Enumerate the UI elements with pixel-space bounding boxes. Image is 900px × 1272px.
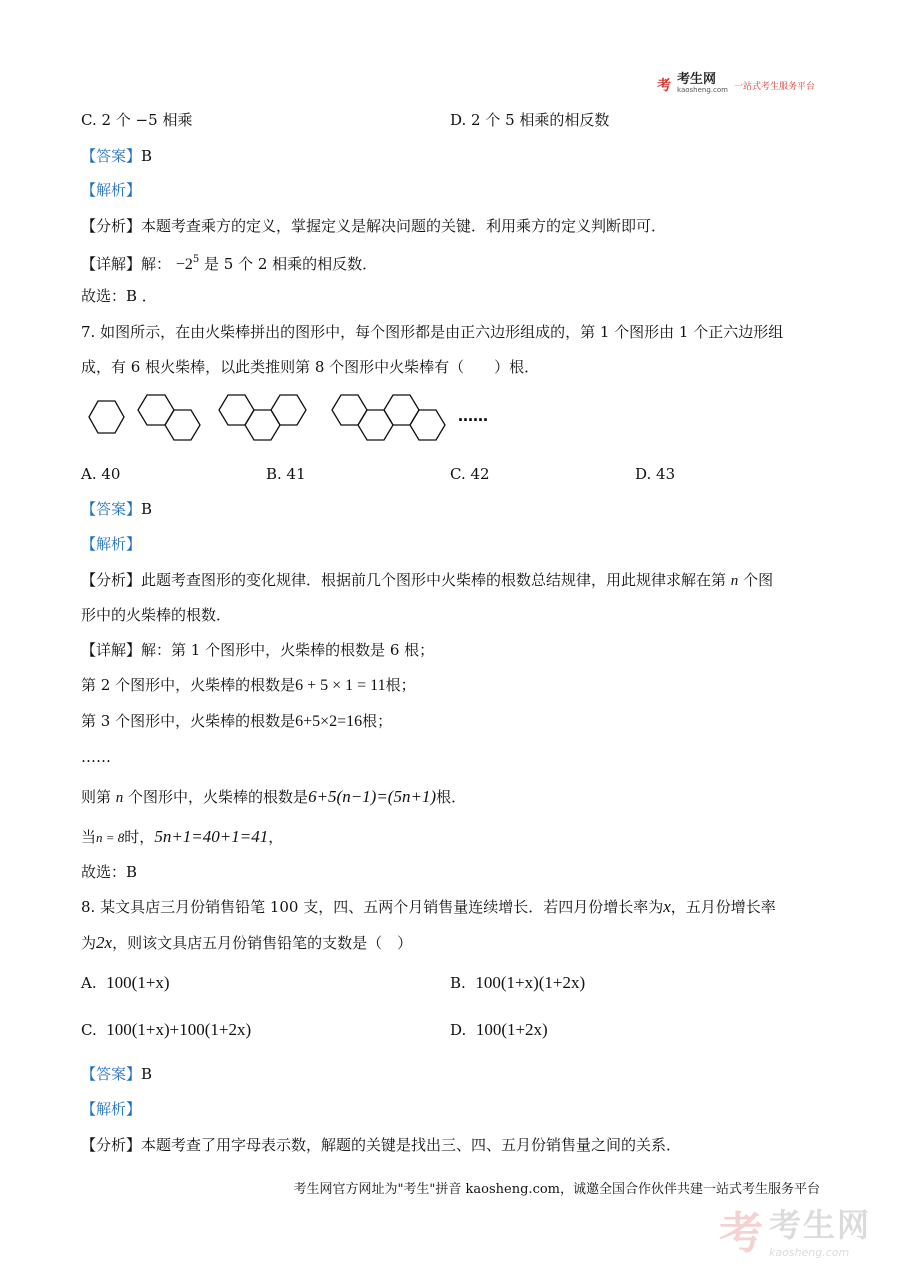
xiangjie-post: 是 5 个 2 相乘的相反数． <box>204 255 378 273</box>
xiangjie-exp: 5 <box>192 254 200 265</box>
line3-unit: 根； <box>362 712 393 730</box>
line5-text-b: 个图形中，火柴棒的根数是 <box>123 788 309 806</box>
xiangjie-pre: 解： <box>141 255 172 273</box>
line3-math: 6+5×2=16 <box>295 713 363 730</box>
option-label: D. <box>450 1021 467 1039</box>
q6-xiangjie <box>81 250 377 275</box>
q7-hexagon-figure <box>78 392 518 448</box>
q7-option-a: A. 40 <box>81 465 121 483</box>
q7-answer <box>81 499 152 519</box>
stem-text-a: 8. 某文具店三月份销售铅笔 100 支，四、五两个月销售量连续增长．若四月份增长率为 <box>81 898 664 916</box>
option-label: A. <box>81 974 97 992</box>
q7-choose: 故选：B <box>81 863 138 881</box>
q7-option-d: D. 43 <box>635 465 676 483</box>
watermark-text <box>769 1200 871 1259</box>
xiangjie-text: 解：第 1 个图形中，火柴棒的根数是 6 根； <box>141 641 435 659</box>
q8-analysis <box>81 1099 141 1119</box>
stem-text-b: ，五月份增长率 <box>670 898 776 916</box>
q8-fenxi <box>81 1135 681 1155</box>
line2-text: 第 2 个图形中，火柴棒的根数是 <box>81 676 296 694</box>
hexagon-fig4-c <box>384 395 419 425</box>
watermark <box>719 1197 871 1261</box>
var-x: x <box>663 897 671 916</box>
hexagon-fig1 <box>89 401 124 433</box>
q6-choose: 故选：B ． <box>81 287 157 305</box>
header-logo <box>657 74 815 96</box>
q7-xiangjie-line5 <box>81 787 466 808</box>
q7-option-c: C. 42 <box>450 465 490 483</box>
q8-stem-line2 <box>81 933 412 953</box>
q8-option-a <box>81 973 170 993</box>
fenxi-text: 本题考查了用字母表示数，解题的关键是找出三、四、五月份销售量之间的关系． <box>141 1136 682 1154</box>
answer-tag: 【答案】 <box>81 500 142 518</box>
watermark-logo-icon: 考 <box>719 1208 763 1259</box>
q7-xiangjie-line1 <box>81 640 434 660</box>
stem-math: 2x <box>96 933 113 952</box>
q7-ellipsis: …… <box>81 748 111 766</box>
watermark-name: 考生网 <box>769 1205 872 1244</box>
option-expr: 100(1+2x) <box>475 1020 548 1039</box>
stem-text-c: 为 <box>81 934 97 952</box>
stem-text-d: ，则该文具店五月份销售铅笔的支数是（ ） <box>112 934 413 952</box>
q6-fenxi <box>81 216 666 236</box>
q6-option-d: D. 2 个 5 相乘的相反数 <box>450 111 610 129</box>
xiangjie-base: −2 <box>175 256 193 273</box>
q7-option-b: B. 41 <box>266 465 306 483</box>
answer-tag: 【答案】 <box>81 1065 142 1083</box>
hexagon-fig3-b <box>245 410 280 440</box>
analysis-tag: 【解析】 <box>81 181 142 199</box>
watermark-url: kaosheng.com <box>769 1245 850 1259</box>
option-expr: 100(1+x) <box>106 973 170 992</box>
line5-text-a: 则第 <box>81 788 116 806</box>
q7-fenxi-line1 <box>81 570 773 591</box>
hexagon-fig3-a <box>219 395 254 425</box>
q7-stem-line2: 成，有 6 根火柴棒，以此类推则第 8 个图形中火柴棒有（ ）根． <box>81 358 540 376</box>
q7-stem-line1: 7. 如图所示，在由火柴棒拼出的图形中，每个图形都是由正六边形组成的，第 1 个图形由 1 个正六边形组 <box>81 323 784 341</box>
var-n: n <box>115 790 124 806</box>
hexagon-fig3-c <box>271 395 306 425</box>
fenxi-tag: 【分析】 <box>81 571 142 589</box>
xiangjie-tag: 【详解】 <box>81 255 142 273</box>
answer-value: B <box>141 147 153 165</box>
answer-value: B <box>141 500 153 518</box>
q6-analysis <box>81 180 141 200</box>
hexagon-fig4-b <box>358 410 393 440</box>
var-n: n <box>730 573 739 589</box>
q6-option-c: C. 2 个 −5 相乘 <box>81 111 193 129</box>
line6-text-c: ， <box>268 828 284 846</box>
answer-tag: 【答案】 <box>81 147 142 165</box>
page-footer: 考生网官方网址为"考生"拼音 kaosheng.com，诚邀全国合作伙伴共建一站式考生服务平台 <box>293 1182 820 1197</box>
hexagon-fig4-a <box>332 395 367 425</box>
option-expr: 100(1+x)(1+2x) <box>475 973 586 992</box>
q7-fenxi-line2: 形中的火柴棒的根数． <box>81 606 232 624</box>
q8-answer <box>81 1064 152 1084</box>
answer-value: B <box>141 1065 153 1083</box>
q7-figure-hexagons <box>89 395 445 440</box>
line2-unit: 根； <box>385 676 416 694</box>
hexagon-fig2-b <box>165 410 200 440</box>
line5-math: 6+5(n−1)=(5n+1) <box>308 787 437 806</box>
hexagon-fig2-a <box>138 395 174 425</box>
analysis-tag: 【解析】 <box>81 1100 142 1118</box>
q7-xiangjie-line3 <box>81 711 392 732</box>
analysis-tag: 【解析】 <box>81 535 142 553</box>
q8-option-d <box>450 1020 548 1040</box>
line3-text: 第 3 个图形中，火柴棒的根数是 <box>81 712 296 730</box>
q7-figure-dots: …… <box>458 407 488 425</box>
fenxi-text-a: 此题考查图形的变化规律．根据前几个图形中火柴棒的根数总结规律，用此规律求解在第 <box>141 571 731 589</box>
line6-cond: n = 8 <box>96 830 125 845</box>
line5-unit: 根． <box>436 788 467 806</box>
option-expr: 100(1+x)+100(1+2x) <box>106 1020 252 1039</box>
option-label: C. <box>81 1021 97 1039</box>
q7-xiangjie-line6 <box>81 827 283 848</box>
q8-option-b <box>450 973 585 993</box>
logo-url: kaosheng.com <box>677 86 728 94</box>
fenxi-tag: 【分析】 <box>81 1136 142 1154</box>
q8-stem-line1 <box>81 897 776 917</box>
fenxi-tag: 【分析】 <box>81 217 142 235</box>
logo-slogan: 一站式考生服务平台 <box>733 81 815 92</box>
line2-math: 6 + 5 × 1 = 11 <box>295 677 386 694</box>
fenxi-text-b: 个图 <box>738 571 774 589</box>
q8-option-c <box>81 1020 251 1040</box>
line6-math: 5n+1=40+1=41 <box>154 827 269 846</box>
q7-analysis <box>81 534 141 554</box>
logo-mark-icon: 考 <box>657 78 672 94</box>
line6-text-a: 当 <box>81 828 97 846</box>
logo-name: 考生网 <box>677 72 717 87</box>
q7-xiangjie-line2 <box>81 675 416 696</box>
logo-text <box>677 74 728 96</box>
option-label: B. <box>450 974 466 992</box>
hexagon-fig4-d <box>410 410 445 440</box>
line6-text-b: 时， <box>124 828 155 846</box>
fenxi-text: 本题考查乘方的定义，掌握定义是解决问题的关键．利用乘方的定义判断即可． <box>141 217 667 235</box>
xiangjie-tag: 【详解】 <box>81 641 142 659</box>
q6-answer <box>81 146 152 166</box>
